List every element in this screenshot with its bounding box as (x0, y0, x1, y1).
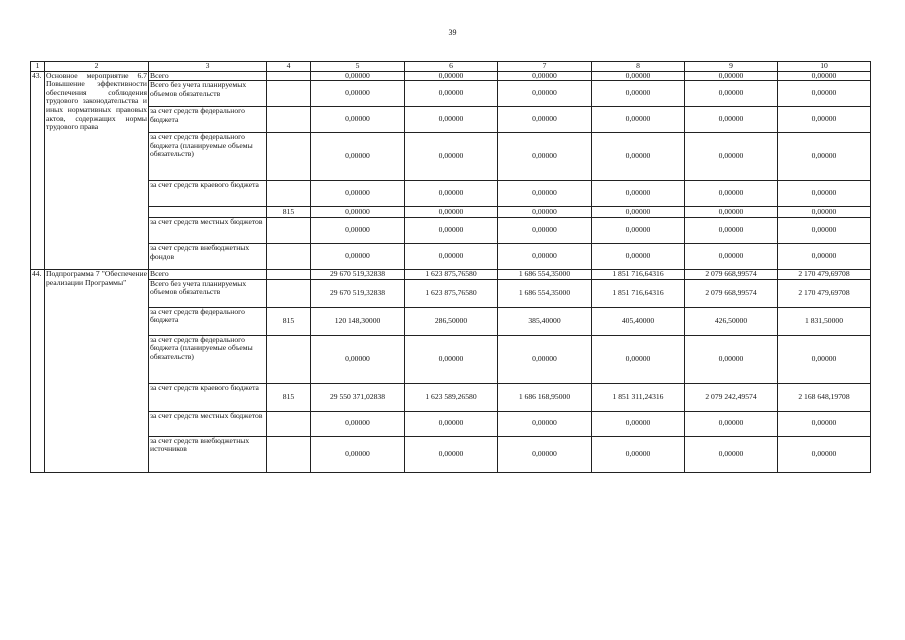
amount-cell: 0,00000 (592, 107, 685, 133)
amount-cell: 0,00000 (311, 218, 405, 244)
table-row (31, 181, 871, 207)
amount-cell: 0,00000 (592, 181, 685, 207)
budget-code (267, 181, 311, 207)
budget-code (267, 270, 311, 280)
amount-cell: 1 851 716,64316 (592, 270, 685, 280)
amount-cell: 0,00000 (592, 244, 685, 270)
column-number: 1 (31, 62, 45, 72)
amount-cell: 0,00000 (778, 181, 871, 207)
amount-cell: 405,40000 (592, 307, 685, 335)
amount-cell: 0,00000 (778, 436, 871, 472)
funding-source: за счет средств федерального бюджета (149, 107, 267, 133)
page-number: 39 (448, 28, 457, 37)
amount-cell: 0,00000 (405, 244, 498, 270)
amount-cell: 0,00000 (685, 218, 778, 244)
amount-cell: 0,00000 (685, 81, 778, 107)
amount-cell: 0,00000 (311, 107, 405, 133)
amount-cell: 0,00000 (685, 411, 778, 436)
measure-name: Основное мероприятие 6.7 Повышение эффективности обеспечения соблюдения трудового законодательства и иных нормативных правовых актов, содержащих нормы трудового права (45, 71, 149, 270)
measure-name: Подпрограмма 7 "Обеспечение реализации Программы" (45, 270, 149, 473)
amount-cell: 0,00000 (405, 411, 498, 436)
column-number: 6 (405, 62, 498, 72)
amount-cell: 0,00000 (592, 207, 685, 218)
table-row (31, 436, 871, 472)
amount-cell: 286,50000 (405, 307, 498, 335)
amount-cell: 0,00000 (498, 71, 592, 81)
amount-cell: 0,00000 (311, 411, 405, 436)
column-number: 3 (149, 62, 267, 72)
amount-cell: 1 831,50000 (778, 307, 871, 335)
amount-cell: 0,00000 (311, 133, 405, 181)
amount-cell: 0,00000 (778, 207, 871, 218)
budget-code: 815 (267, 307, 311, 335)
amount-cell: 0,00000 (405, 133, 498, 181)
budget-code (267, 71, 311, 81)
row-index: 43. (31, 71, 45, 270)
header-row (31, 62, 871, 72)
amount-cell: 2 079 242,49574 (685, 383, 778, 411)
funding-source: за счет средств внебюджетных источников (149, 436, 267, 472)
amount-cell: 0,00000 (592, 411, 685, 436)
amount-cell: 0,00000 (311, 436, 405, 472)
amount-cell: 0,00000 (498, 207, 592, 218)
column-number: 4 (267, 62, 311, 72)
amount-cell: 0,00000 (498, 436, 592, 472)
amount-cell: 0,00000 (311, 244, 405, 270)
table-row (31, 207, 871, 218)
amount-cell: 0,00000 (685, 133, 778, 181)
funding-source: Всего без учета планируемых объемов обязательств (149, 81, 267, 107)
amount-cell: 0,00000 (592, 436, 685, 472)
amount-cell: 0,00000 (778, 244, 871, 270)
table-row (31, 307, 871, 335)
funding-source: Всего (149, 71, 267, 81)
funding-source: за счет средств федерального бюджета (149, 307, 267, 335)
amount-cell: 0,00000 (498, 81, 592, 107)
amount-cell: 0,00000 (311, 81, 405, 107)
amount-cell: 0,00000 (405, 181, 498, 207)
amount-cell: 0,00000 (498, 411, 592, 436)
amount-cell: 0,00000 (778, 81, 871, 107)
amount-cell: 0,00000 (778, 71, 871, 81)
amount-cell: 0,00000 (311, 335, 405, 383)
amount-cell: 0,00000 (778, 218, 871, 244)
table-row (31, 133, 871, 181)
funding-source: за счет средств местных бюджетов (149, 411, 267, 436)
amount-cell: 0,00000 (405, 81, 498, 107)
column-number: 10 (778, 62, 871, 72)
amount-cell: 29 670 519,32838 (311, 279, 405, 307)
amount-cell: 0,00000 (498, 107, 592, 133)
amount-cell: 0,00000 (498, 335, 592, 383)
funding-source: за счет средств местных бюджетов (149, 218, 267, 244)
budget-code (267, 335, 311, 383)
table-row (31, 279, 871, 307)
budget-code (267, 436, 311, 472)
amount-cell: 2 079 668,99574 (685, 270, 778, 280)
column-number: 7 (498, 62, 592, 72)
funding-source: за счет средств краевого бюджета (149, 383, 267, 411)
funding-source: Всего (149, 270, 267, 280)
funding-source: за счет средств внебюджетных фондов (149, 244, 267, 270)
funding-source: за счет средств федерального бюджета (планируемые объемы обязательств) (149, 133, 267, 181)
budget-table (30, 61, 871, 473)
budget-code (267, 81, 311, 107)
amount-cell: 1 686 168,95000 (498, 383, 592, 411)
amount-cell: 0,00000 (778, 107, 871, 133)
amount-cell: 0,00000 (405, 335, 498, 383)
budget-code (267, 107, 311, 133)
funding-source: Всего без учета планируемых объемов обязательств (149, 279, 267, 307)
amount-cell: 0,00000 (685, 71, 778, 81)
funding-source: за счет средств федерального бюджета (планируемые объемы обязательств) (149, 335, 267, 383)
row-index: 44. (31, 270, 45, 473)
amount-cell: 0,00000 (685, 244, 778, 270)
budget-code (267, 244, 311, 270)
amount-cell: 0,00000 (498, 133, 592, 181)
amount-cell: 0,00000 (592, 81, 685, 107)
amount-cell: 0,00000 (592, 133, 685, 181)
amount-cell: 0,00000 (405, 218, 498, 244)
funding-source (149, 207, 267, 218)
table-row (31, 244, 871, 270)
budget-code (267, 279, 311, 307)
amount-cell: 0,00000 (405, 71, 498, 81)
table-row (31, 81, 871, 107)
funding-source: за счет средств краевого бюджета (149, 181, 267, 207)
amount-cell: 0,00000 (685, 436, 778, 472)
amount-cell: 0,00000 (498, 181, 592, 207)
amount-cell: 0,00000 (405, 436, 498, 472)
amount-cell: 0,00000 (685, 181, 778, 207)
amount-cell: 120 148,30000 (311, 307, 405, 335)
budget-code: 815 (267, 383, 311, 411)
table-row (31, 270, 871, 280)
amount-cell: 0,00000 (685, 207, 778, 218)
amount-cell: 0,00000 (685, 107, 778, 133)
amount-cell: 29 670 519,32838 (311, 270, 405, 280)
amount-cell: 0,00000 (311, 71, 405, 81)
amount-cell: 0,00000 (592, 218, 685, 244)
amount-cell: 1 623 875,76580 (405, 279, 498, 307)
column-number: 2 (45, 62, 149, 72)
amount-cell: 0,00000 (592, 335, 685, 383)
amount-cell: 1 851 716,64316 (592, 279, 685, 307)
amount-cell: 0,00000 (311, 207, 405, 218)
amount-cell: 426,50000 (685, 307, 778, 335)
amount-cell: 0,00000 (405, 107, 498, 133)
table-row (31, 107, 871, 133)
amount-cell: 0,00000 (592, 71, 685, 81)
amount-cell: 0,00000 (685, 335, 778, 383)
amount-cell: 0,00000 (778, 335, 871, 383)
amount-cell: 1 686 554,35000 (498, 270, 592, 280)
budget-code (267, 133, 311, 181)
table-row (31, 335, 871, 383)
amount-cell: 1 686 554,35000 (498, 279, 592, 307)
amount-cell: 0,00000 (498, 218, 592, 244)
amount-cell: 1 623 589,26580 (405, 383, 498, 411)
budget-code (267, 218, 311, 244)
amount-cell: 0,00000 (778, 411, 871, 436)
budget-code: 815 (267, 207, 311, 218)
column-number: 5 (311, 62, 405, 72)
table-row (31, 411, 871, 436)
amount-cell: 0,00000 (311, 181, 405, 207)
amount-cell: 0,00000 (405, 207, 498, 218)
amount-cell: 2 170 479,69708 (778, 270, 871, 280)
amount-cell: 385,40000 (498, 307, 592, 335)
amount-cell: 2 079 668,99574 (685, 279, 778, 307)
amount-cell: 0,00000 (498, 244, 592, 270)
amount-cell: 1 623 875,76580 (405, 270, 498, 280)
amount-cell: 29 550 371,02838 (311, 383, 405, 411)
amount-cell: 0,00000 (778, 133, 871, 181)
column-number: 8 (592, 62, 685, 72)
column-number: 9 (685, 62, 778, 72)
amount-cell: 2 170 479,69708 (778, 279, 871, 307)
amount-cell: 2 168 648,19708 (778, 383, 871, 411)
amount-cell: 1 851 311,24316 (592, 383, 685, 411)
table-row (31, 383, 871, 411)
table-row (31, 218, 871, 244)
budget-code (267, 411, 311, 436)
